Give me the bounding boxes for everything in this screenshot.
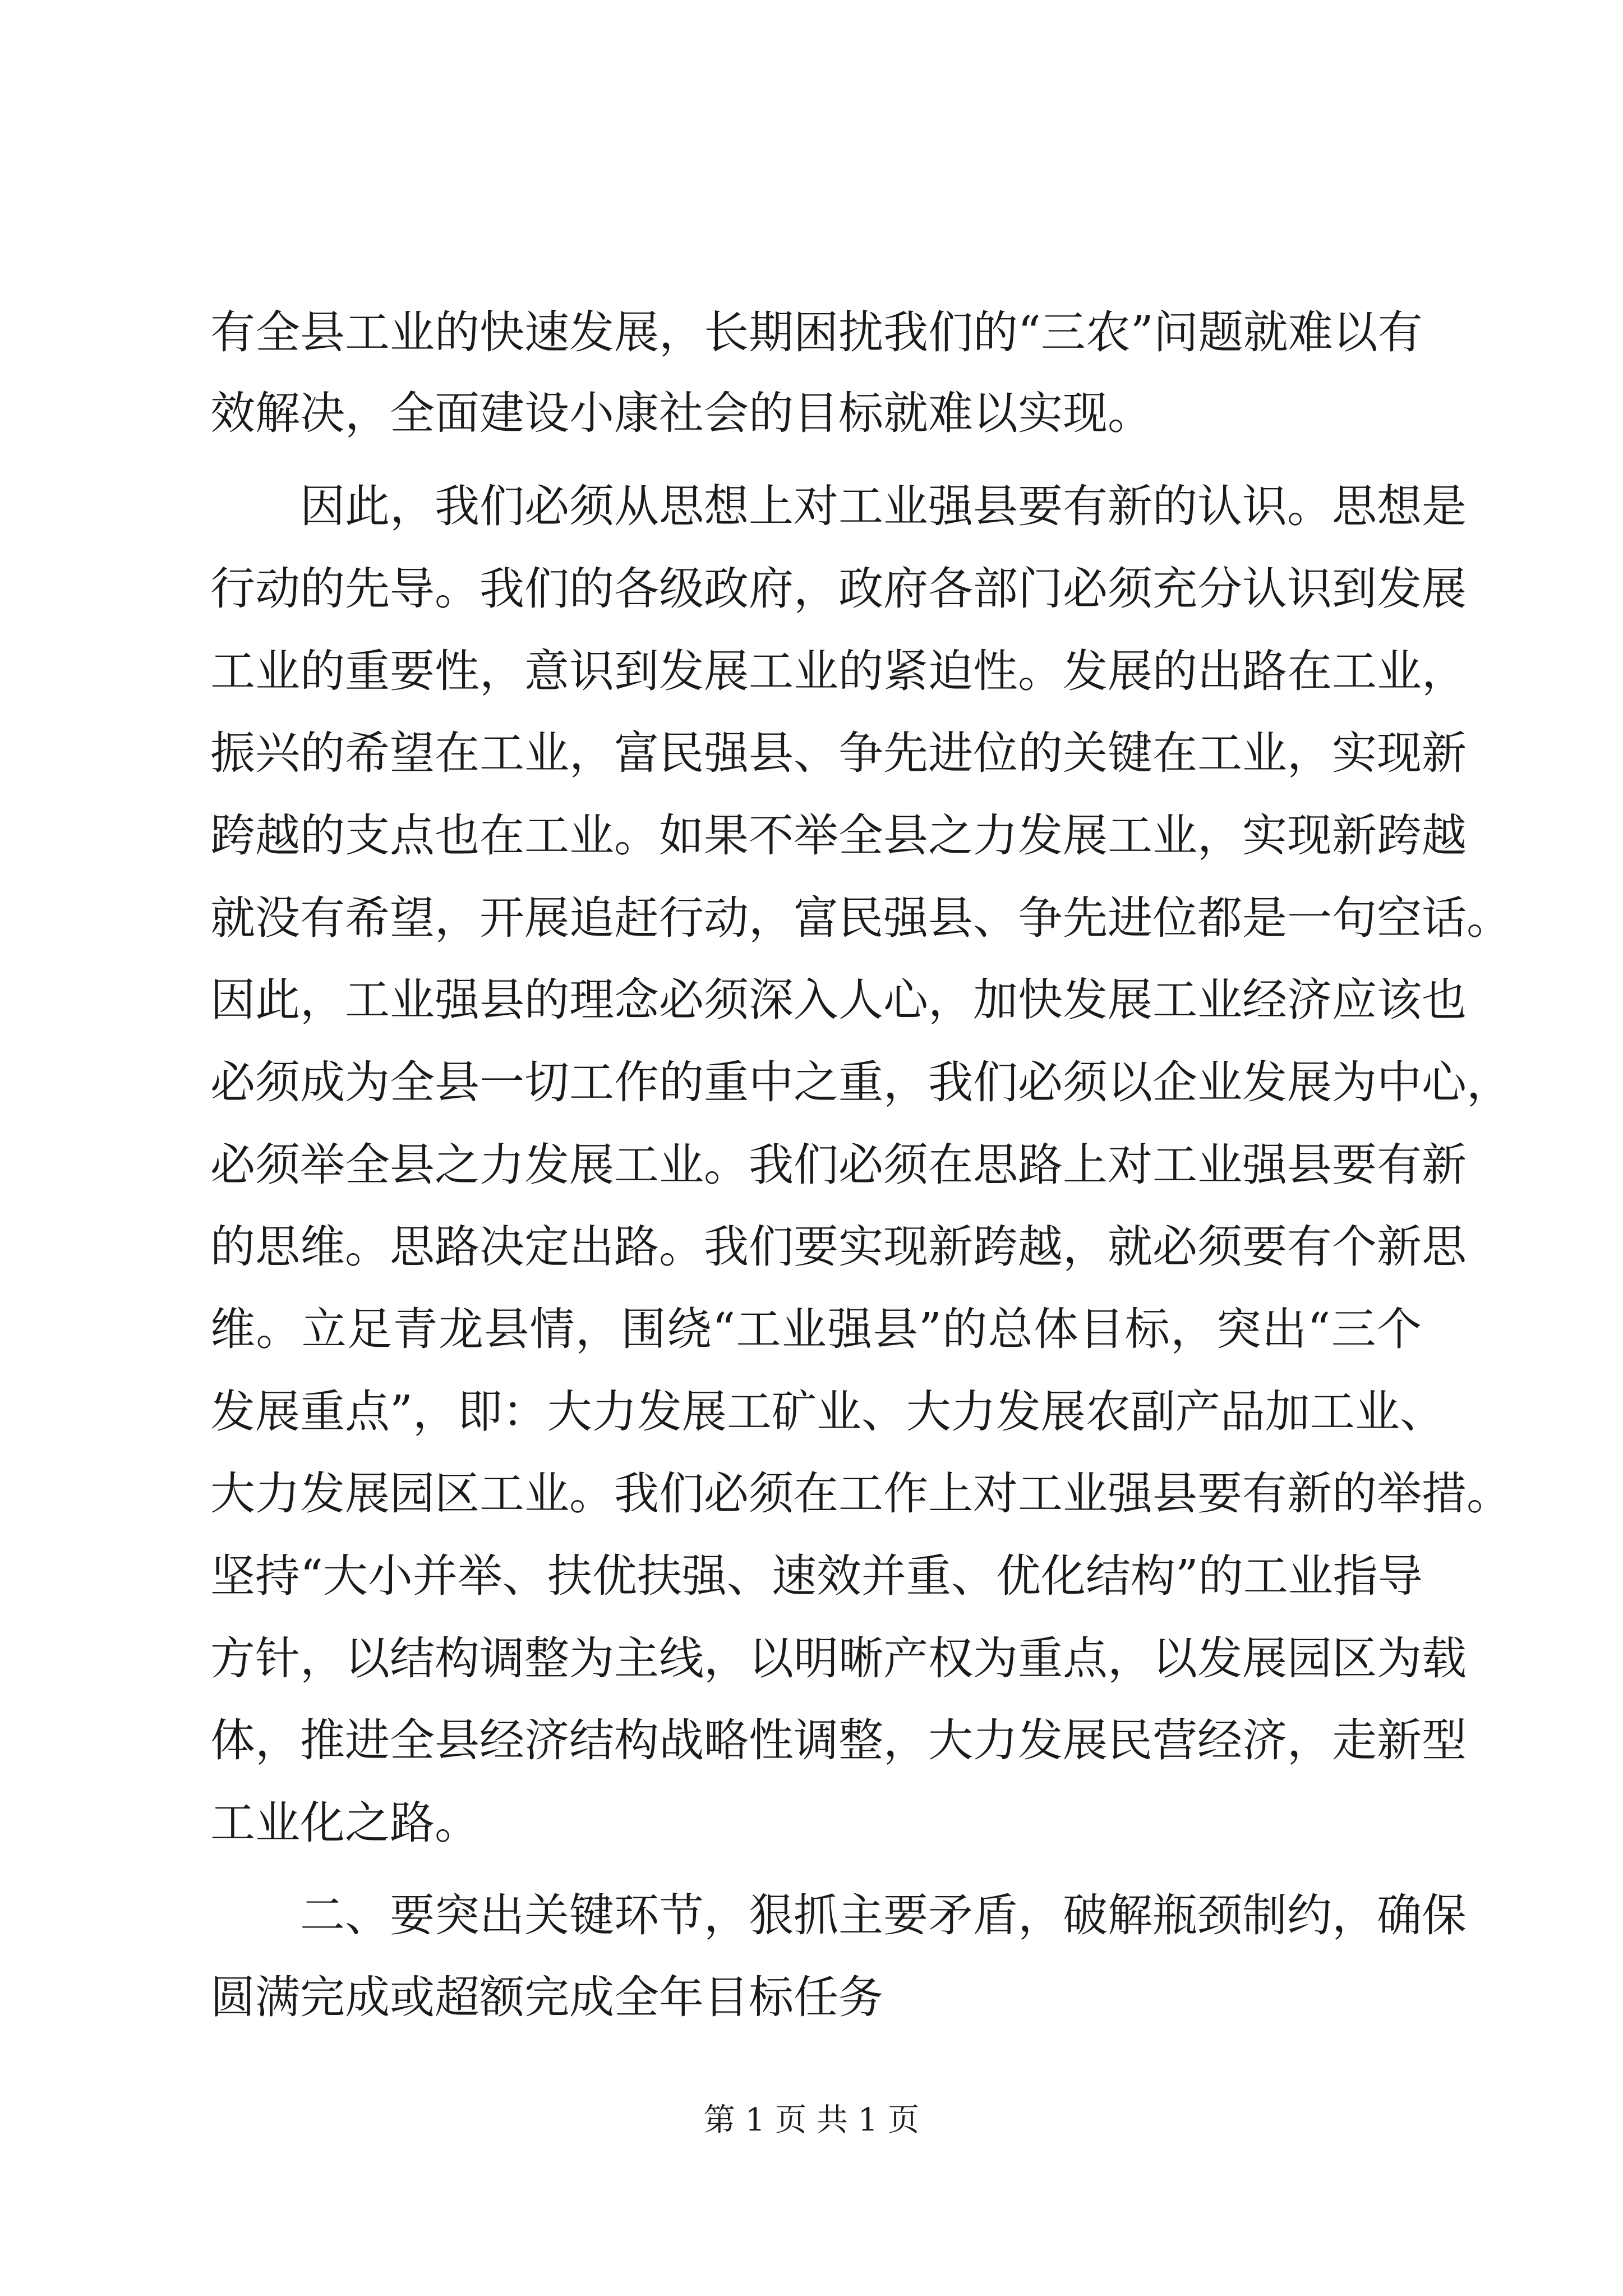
body-text-line: 行动的先导。我们的各级政府，政府各部门必须充分认识到发展 (210, 563, 1467, 615)
body-text-line: 跨越的支点也在工业。如果不举全县之力发展工业，实现新跨越 (210, 809, 1467, 862)
body-text-line: 效解决，全面建设小康社会的目标就难以实现。 (210, 387, 1152, 439)
body-text-line: 因此，工业强县的理念必须深入人心，加快发展工业经济应该也 (210, 974, 1467, 1026)
body-text-line: 工业的重要性，意识到发展工业的紧迫性。发展的出路在工业， (210, 645, 1467, 697)
body-text-line: 坚持“大小并举、扶优扶强、速效并重、优化结构”的工业指导 (210, 1550, 1423, 1602)
body-text-line: 振兴的希望在工业，富民强县、争先进位的关键在工业，实现新 (210, 727, 1467, 779)
body-text-line: 必须成为全县一切工作的重中之重，我们必须以企业发展为中心， (210, 1056, 1511, 1108)
section-heading-line: 二、要突出关键环节，狠抓主要矛盾，破解瓶颈制约，确保 (300, 1889, 1467, 1941)
body-text-line: 必须举全县之力发展工业。我们必须在思路上对工业强县要有新 (210, 1139, 1467, 1191)
paragraph-first-line: 因此，我们必须从思想上对工业强县要有新的认识。思想是 (300, 480, 1467, 532)
body-text-line: 有全县工业的快速发展，长期困扰我们的“三农”问题就难以有 (210, 306, 1423, 358)
section-heading-line: 圆满完成或超额完成全年目标任务 (210, 1971, 883, 2023)
body-text-line: 体，推进全县经济结构战略性调整，大力发展民营经济，走新型 (210, 1714, 1467, 1766)
body-text-line: 方针，以结构调整为主线，以明晰产权为重点，以发展园区为载 (210, 1632, 1467, 1685)
body-text-line: 的思维。思路决定出路。我们要实现新跨越，就必须要有个新思 (210, 1221, 1467, 1273)
body-text-line: 工业化之路。 (210, 1797, 479, 1849)
body-text-line: 就没有希望，开展追赶行动，富民强县、争先进位都是一句空话。 (210, 892, 1511, 944)
page-number-footer: 第 1 页 共 1 页 (703, 2102, 920, 2138)
body-text-line: 维。立足青龙县情，围绕“工业强县”的总体目标，突出“三个 (210, 1303, 1422, 1355)
body-text-line: 大力发展园区工业。我们必须在工作上对工业强县要有新的举措。 (210, 1467, 1511, 1520)
body-text-line: 发展重点”，即：大力发展工矿业、大力发展农副产品加工业、 (210, 1386, 1445, 1438)
